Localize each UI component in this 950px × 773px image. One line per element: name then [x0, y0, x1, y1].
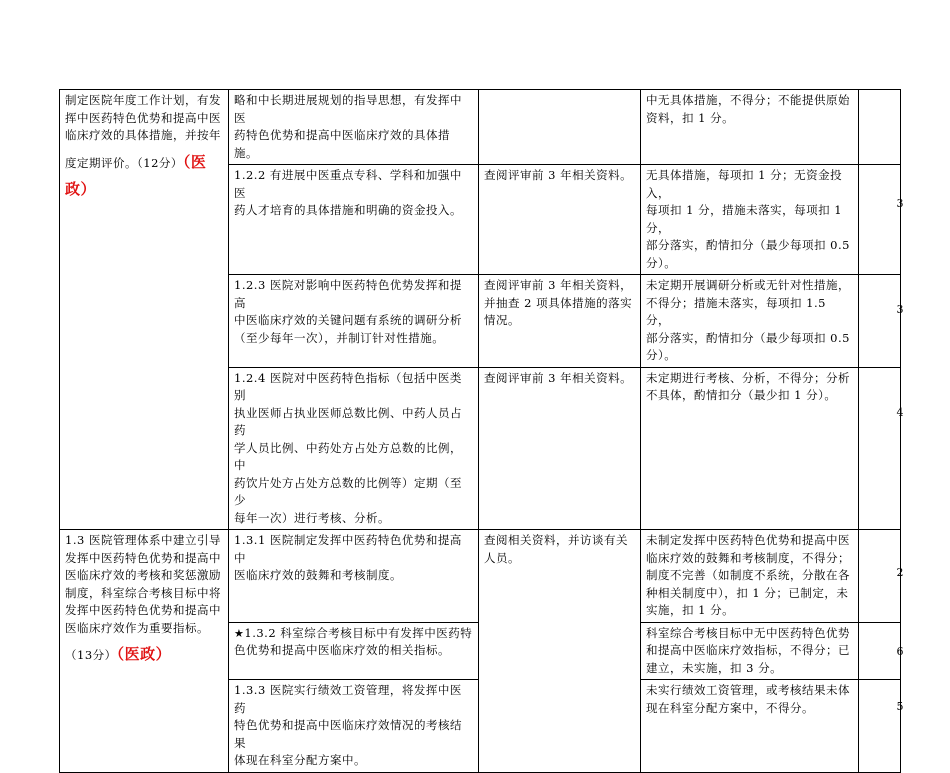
- deduction-cell: [641, 680, 859, 773]
- text-line: 现在科室分配方案中，不得分。: [646, 700, 814, 715]
- table-row: [60, 530, 901, 623]
- text-line: 分）。: [646, 255, 677, 270]
- text-line: 制定医院年度工作计划，有发: [65, 93, 221, 107]
- text-line: 1.2.4 医院对中医药特色指标（包括中医类别: [234, 370, 462, 402]
- text-line: [234, 625, 473, 643]
- deduction-cell: [641, 275, 859, 368]
- text-line: 无具体措施，每项扣 1 分；无资金投入，: [646, 168, 843, 200]
- text-line: 医临床疗效作为重要指标。: [65, 620, 209, 635]
- text-line: 建立，未实施，扣 3 分。: [646, 660, 783, 675]
- text-line: 医临床疗效的考核和奖惩激励: [65, 568, 221, 582]
- score-value: 6: [896, 644, 904, 658]
- text-line: 体现在科室分配方案中。: [234, 753, 366, 767]
- score-cell: [859, 165, 904, 275]
- text-line: 色优势和提高中医临床疗效的相关指标。: [234, 643, 450, 657]
- score-cell: [859, 680, 904, 773]
- standard-cell: [229, 680, 479, 773]
- score-cell: [859, 275, 904, 368]
- score-value: 5: [896, 700, 904, 713]
- text-line: [65, 154, 223, 173]
- method-cell: [479, 530, 641, 773]
- deduction-cell: [641, 530, 859, 623]
- text-line: 查阅评审前 3 年相关资料，: [484, 278, 633, 292]
- standard-cell: [229, 165, 479, 275]
- text-line: 1.2.3 医院对影响中医药特色优势发挥和提高: [234, 278, 462, 310]
- method-cell: [479, 275, 641, 368]
- text-line: 药特色优势和提高中医临床疗效的具体措施。: [234, 128, 450, 160]
- text-line: 部分落实，酌情扣分（最少每项扣 0.5: [646, 330, 850, 345]
- score-value: 4: [896, 405, 904, 419]
- score-cell: [859, 367, 904, 530]
- text-line: 执业医师占执业医师总数比例、中药人员占药: [234, 405, 462, 437]
- deduction-cell: [641, 622, 859, 680]
- text-line: 挥中医药特色优势和提高中医: [65, 110, 221, 125]
- text-line: 资料，扣 1 分。: [646, 110, 735, 125]
- method-cell: [479, 165, 641, 275]
- text-line: 分）。: [646, 348, 677, 362]
- score-value: 2: [896, 566, 904, 579]
- text-line: 临床疗效的鼓舞和考核制度，不得分；: [646, 550, 850, 565]
- deduction-cell: [641, 90, 859, 165]
- criteria-cell-1-2: [60, 90, 229, 530]
- text-line: 不得分；措施未落实，每项扣 1.5 分，: [646, 295, 826, 327]
- text-line: 每项扣 1 分，措施未落实，每项扣 1 分，: [646, 203, 843, 235]
- standard-cell: [229, 530, 479, 623]
- score-cell: [859, 530, 904, 623]
- text-line: 查阅评审前 3 年相关资料。: [484, 168, 633, 182]
- text-line: 种相关制度中），扣 1 分；已制定，未: [646, 585, 849, 600]
- text-line: 中医临床疗效的关键问题有系统的调研分析: [234, 313, 462, 327]
- text-line: 药饮片处方占处方总数的比例等）定期（至少: [234, 475, 462, 507]
- text-line: 部分落实，酌情扣分（最少每项扣 0.5: [646, 238, 850, 252]
- text-line: 未定期开展调研分析或无针对性措施，: [646, 278, 850, 292]
- score-value: 3: [896, 197, 904, 210]
- text-line: 略和中长期进展规划的指导思想，有发挥中医: [234, 93, 462, 125]
- text-line: 情况。: [484, 313, 520, 327]
- deduction-cell: [641, 367, 859, 530]
- text-line: 特色优势和提高中医临床疗效情况的考核结果: [234, 718, 462, 750]
- text-line: 发挥中医药特色优势和提高中: [65, 550, 221, 565]
- text-line: 未定期进行考核、分析，不得分；分析: [646, 370, 850, 385]
- evaluation-table: [59, 89, 904, 773]
- score-value: 3: [896, 303, 904, 316]
- standard-cell: [229, 367, 479, 530]
- text-line: 制度，科室综合考核目标中将: [65, 585, 221, 600]
- text-line: 科室综合考核目标中无中医药特色优势: [646, 625, 850, 640]
- text-line: 中无具体措施，不得分；不能提供原始: [646, 93, 850, 107]
- deduction-cell: [641, 165, 859, 275]
- text-line: 并抽查 2 项具体措施的落实: [484, 295, 633, 310]
- text-line: 发挥中医药特色优势和提高中: [65, 603, 221, 617]
- text-line: 1.3.3 医院实行绩效工资管理，将发挥中医药: [234, 683, 462, 715]
- department-tag: （医: [182, 152, 207, 171]
- text-line: 1.3.1 医院制定发挥中医药特色优势和提高中: [234, 533, 462, 565]
- text-line: （至少每年一次），并制订针对性措施。: [234, 330, 445, 345]
- table-row: [60, 90, 901, 165]
- score-text: 度定期评价。（12分）: [65, 155, 183, 170]
- text-line: 未实行绩效工资管理，或考核结果未体: [646, 683, 850, 697]
- text-line: 临床疗效的具体措施，并按年: [65, 128, 221, 142]
- text-line: 和提高中医临床疗效指标，不得分；已: [646, 643, 850, 657]
- method-cell: [479, 367, 641, 530]
- standard-cell: [229, 90, 479, 165]
- text-line: 不具体，酌情扣分（最少扣 1 分）。: [646, 388, 837, 402]
- method-cell: [479, 90, 641, 165]
- text-line: [65, 646, 223, 665]
- text-line: 制度不完善（如制度不系统，分散在各: [646, 568, 850, 582]
- text-line: 1.2.2 有进展中医重点专科、学科和加强中医: [234, 168, 462, 200]
- score-cell: [859, 90, 901, 165]
- standard-cell: [229, 275, 479, 368]
- standard-cell: [229, 622, 479, 680]
- text-line: 学人员比例、中药处方占处方总数的比例，中: [234, 440, 462, 472]
- department-tag: （医政）: [116, 645, 172, 663]
- text-line: 查阅评审前 3 年相关资料。: [484, 370, 633, 385]
- text-line: 人员。: [484, 550, 520, 565]
- text-line: 1.3 医院管理体系中建立引导: [65, 533, 221, 547]
- score-text: （13分）: [65, 648, 117, 662]
- text-line: 医临床疗效的鼓舞和考核制度。: [234, 568, 402, 582]
- department-tag: 政）: [65, 180, 97, 198]
- text-span: 1.3.2 科室综合考核目标中有发挥中医药特: [244, 625, 473, 640]
- text-line: 每年一次）进行考核、分析。: [234, 510, 390, 525]
- text-line: 药人才培育的具体措施和明确的资金投入。: [234, 203, 462, 217]
- text-line: 未制定发挥中医药特色优势和提高中医: [646, 533, 850, 547]
- criteria-cell-1-3: [60, 530, 229, 773]
- star-icon: ★: [234, 626, 245, 640]
- text-line: 实施，扣 1 分。: [646, 603, 735, 617]
- score-cell: [859, 622, 904, 680]
- text-line: 查阅相关资料，并访谈有关: [484, 533, 628, 547]
